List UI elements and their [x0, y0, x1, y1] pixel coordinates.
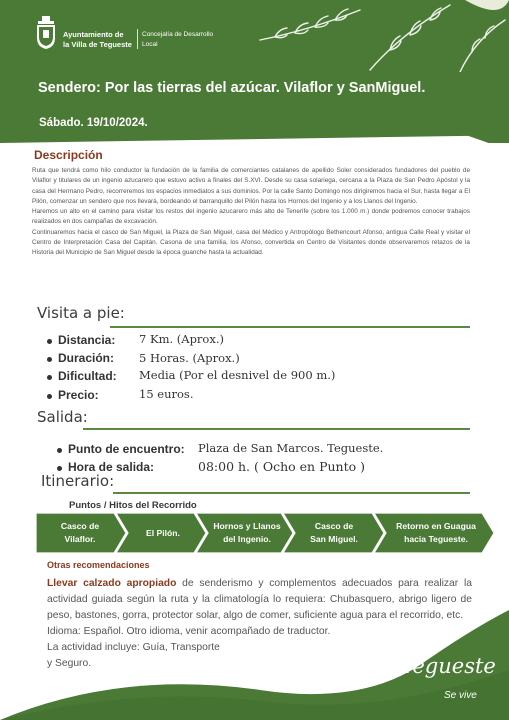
visita-label: Duración: — [58, 351, 115, 365]
salida-label: Punto de encuentro: — [68, 442, 185, 456]
otras-heading: Otras recomendaciones — [47, 560, 150, 570]
bullet-icon — [57, 466, 62, 471]
descripcion-paragraph: Continuaremos hacia el casco de San Miguel, la Plaza de San Miguel, casa del Médico y Antropólogo Bethencourt Afonso, antigua Calle Real y visitar el Centro de Interpretación Casa del Capitán. Casona de una familia, los Afonso, convertida en Centro de Visitantes donde observaremos retazos de la Historia del Municipio de San Miguel desde la época guanche hasta la actualidad. — [32, 228, 470, 257]
route-chevrons — [36, 513, 494, 553]
route-step-label: Hornos y Llanos — [213, 521, 281, 531]
salida-rule — [83, 428, 470, 430]
visita-value: Media (Por el desnivel de 900 m.) — [139, 368, 336, 382]
route-step-shape — [36, 513, 126, 553]
bullet-icon — [47, 394, 52, 399]
header — [0, 0, 509, 143]
visita-heading: Visita a pie: — [37, 304, 125, 322]
visita-value: 5 Horas. (Aprox.) — [139, 351, 240, 365]
tegueste-logo: Tegueste — [400, 654, 496, 678]
org-separator — [137, 29, 138, 49]
route-step-label: Vilaflor. — [64, 534, 96, 544]
route-step-label: del Ingenio. — [223, 534, 271, 544]
otras-strong: Llevar calzado apropiado — [47, 578, 177, 589]
visita-label: Precio: — [58, 388, 99, 402]
tegueste-tagline: Se vive — [444, 690, 477, 701]
salida-label: Hora de salida: — [68, 460, 155, 474]
route-step-label: San Miguel. — [310, 534, 358, 544]
visita-rule — [110, 326, 470, 328]
bullet-icon — [47, 375, 52, 380]
route-step-label: hacia Tegueste. — [404, 534, 468, 544]
route-step-shape — [283, 513, 384, 553]
otras-incluye: y Seguro. — [47, 658, 92, 669]
route-step-label: Casco de — [314, 521, 354, 531]
otras-rest: de senderismo y complementos adecuados para realizar la actividad guiada según la ruta y la climatología lo requiera: Chubasquero, abrigo ligero de peso, bastones, gorra, protector solar, algo de comer, suficiente agua para el recorrido, etc. — [47, 578, 472, 621]
event-date: Sábado. 19/10/2024. — [39, 117, 148, 129]
descripcion-paragraph: Ruta que tendrá como hilo conductor la fundación de la familia de comerciantes catalanes de apellido Soler considerados fundadores del pueblo de Vilaflor y titulares de un ingenio azucarero que estuvo activo a finales del S.XVI. Desde su casa solariega, cercana a la Plaza de San Pedro Apóstol y la casa del Hermano Pedro, recorreremos los espacios inmediatos a sus dominios. Por la calle Santo Domingo nos dirigiremos hacia el Sur, hasta llegar a El Pilón, comenzar un sendero que nos llevará, bordeando el barranquillo del Pilón hasta los Hornos del Ingenio y a los Llanos del Ingenio. — [32, 167, 470, 205]
department-line2: Local — [142, 41, 158, 48]
bullet-icon — [57, 448, 62, 453]
salida-value: Plaza de San Marcos. Tegueste. — [198, 441, 384, 455]
org-name-line2: la Villa de Tegueste — [63, 40, 132, 49]
otras-idioma: Idioma: Español. Otro idioma, venir acompañado de traductor. — [47, 626, 331, 637]
org-name-line1: Ayuntamiento de — [63, 30, 124, 39]
descripcion-heading: Descripción — [34, 148, 103, 162]
route-step-label: Casco de — [60, 521, 100, 531]
visita-label: Dificultad: — [58, 369, 117, 383]
salida-heading: Salida: — [37, 408, 88, 426]
otras-incluye: La actividad incluye: Guía, Transporte — [47, 642, 220, 653]
descripcion-paragraph: Haremos un alto en el camino para visitar los restos del ingenio azucarero más alto de Tenerife (sobre los 1.000 m.) donde podremos conocer trabajos realizados en dos campañas de excavación. — [32, 208, 470, 226]
visita-value: 7 Km. (Aprox.) — [139, 332, 224, 346]
route-step-label: El Pilón. — [146, 528, 180, 538]
department-line1: Concejalía de Desarrollo — [142, 31, 214, 38]
itinerario-heading: Itinerario: — [41, 472, 115, 490]
leaves-decoration-icon — [250, 0, 509, 72]
descripcion-body — [32, 166, 470, 259]
route-step-label: Retorno en Guagua — [396, 521, 476, 531]
bullet-icon — [47, 339, 52, 344]
bullet-icon — [47, 357, 52, 362]
route-step-shape — [196, 513, 293, 553]
visita-value: 15 euros. — [139, 387, 194, 401]
puntos-label: Puntos / Hitos del Recorrido — [69, 500, 197, 511]
visita-label: Distancia: — [58, 333, 116, 347]
itinerario-rule — [113, 492, 470, 494]
page-title: Sendero: Por las tierras del azúcar. Vilaflor y SanMiguel. — [38, 80, 426, 96]
salida-value: 08:00 h. ( Ocho en Punto ) — [198, 459, 365, 474]
route-step-shape — [374, 513, 494, 553]
coat-of-arms-icon — [34, 16, 58, 50]
